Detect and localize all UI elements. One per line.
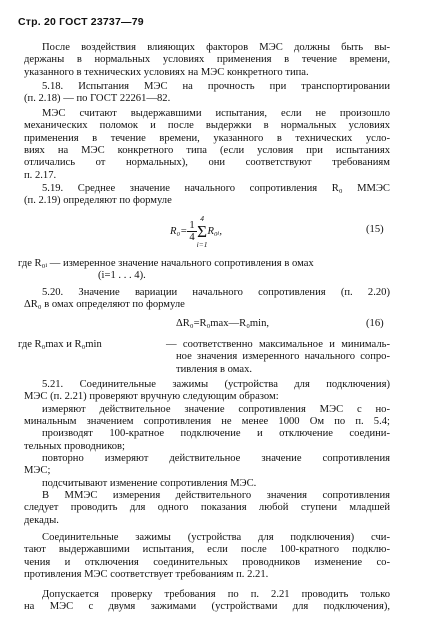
text-line: тивления в омах. xyxy=(176,363,253,375)
text-line: противления МЭС соответствует требованиям п. 2.21. xyxy=(24,569,269,581)
sum-sign: Σ xyxy=(197,222,208,241)
summation xyxy=(197,214,208,249)
formula-term: R₀ᵢ, xyxy=(207,225,222,237)
text-line: минальным значением сопротивления не менее 1000 Ом по п. 5.4; xyxy=(24,416,390,428)
text-line: В ММЭС измерения действительного значения сопротивления xyxy=(42,490,390,502)
text-line: где R₀ᵢ — измеренное значение начального сопротивления в омах xyxy=(18,258,314,269)
text-line: ное значения измеренного начального сопро- xyxy=(176,351,390,363)
sum-lower-limit: i=1 xyxy=(196,240,208,249)
text-line: Соединительные зажимы (устройства для подключения) счи- xyxy=(42,532,390,543)
section-5-21 xyxy=(24,379,390,527)
formula-15 xyxy=(170,214,222,249)
page-header: Стр. 20 ГОСТ 23737—79 xyxy=(18,16,144,28)
text-line: ΔR₀ в омах определяют по формуле xyxy=(24,299,185,311)
text-line: производят 100-кратное подключение и отключение соедини- xyxy=(42,428,390,440)
section-5-18 xyxy=(24,81,390,106)
text-line: Допускается проверку требования по п. 2.21 проводить только xyxy=(42,589,390,600)
text-line: (п. 2.19) определяют по формуле xyxy=(24,195,172,207)
text-line: подсчитывают изменение сопротивления МЭС. xyxy=(42,477,257,489)
fraction-numerator: 1 xyxy=(189,220,195,231)
text-line: указанного в технических условиях на МЭС конкретного типа. xyxy=(24,66,309,78)
formula-16: ΔR₀=R₀max—R₀min, xyxy=(176,318,270,329)
text-line: МЭС (п. 2.21) проверяют вручную следующим образом: xyxy=(24,391,279,403)
text-line: отличались от нормальных), они соответствуют требованиям xyxy=(24,157,390,169)
definition-16-text xyxy=(166,339,390,376)
text-line: на МЭС с двумя зажимами (устройствами для подключения), xyxy=(24,601,390,613)
text-line: измеряют действительное значение сопротивления МЭС с но- xyxy=(42,403,390,415)
text-line: 5.19. Среднее значение начального сопротивления R₀ ММЭС xyxy=(42,183,390,194)
text-line: тельных проводников; xyxy=(24,440,125,452)
text-line: тают выдержавшими испытания, если после 100-кратного подклю- xyxy=(24,544,390,556)
text-line: чения и отключения соединительных проводников изменение со- xyxy=(24,556,390,568)
text-line: 5.20. Значение вариации начального сопротивления (п. 2.20) xyxy=(42,287,390,298)
equation-number-16: (16) xyxy=(366,318,384,329)
paragraph-after-exposure xyxy=(24,42,390,79)
text-line: механических поломок и после выдержки в нормальных условиях xyxy=(24,120,390,132)
text-line: следует проводить для одного показания любой ступени младшей xyxy=(24,502,390,514)
text-line: После воздействия влияющих факторов МЭС должны быть вы- xyxy=(42,42,390,53)
definition-16-lead: где R₀max и R₀min xyxy=(18,339,102,350)
text-line: МЭС; xyxy=(24,465,51,477)
sum-upper-limit: 4 xyxy=(200,214,204,223)
fraction xyxy=(187,220,196,243)
text-line: применения в течение времени, указанного в технических усло- xyxy=(24,132,390,144)
paragraph-allowed-check xyxy=(24,589,390,614)
definition-15 xyxy=(18,258,314,283)
text-line: (п. 2.18) — по ГОСТ 22261—82. xyxy=(24,93,171,105)
paragraph-terminals-result xyxy=(24,532,390,581)
text-line: 5.21. Соединительные зажимы (устройства для подключения) xyxy=(42,379,390,390)
text-line: 5.18. Испытания МЭС на прочность при транспортировании xyxy=(42,81,390,92)
equation-number-15: (15) xyxy=(366,224,384,235)
text-line: МЭС считают выдержавшими испытания, если не произошло xyxy=(42,108,390,119)
text-line: п. 2.17. xyxy=(24,169,57,181)
text-line: держаны в нормальных условиях применения в течение времени, xyxy=(24,54,390,66)
paragraph-transport-results xyxy=(24,108,390,182)
text-line: (i=1 . . . 4). xyxy=(98,270,146,282)
text-line: декады. xyxy=(24,514,59,526)
section-5-19 xyxy=(24,183,390,208)
fraction-denominator: 4 xyxy=(189,232,195,243)
text-line: виях на МЭС конкретного типа (если условия при испытаниях xyxy=(24,145,390,157)
formula-lhs: R₀= xyxy=(170,225,188,237)
text-line: — соответственно максимальное и минималь- xyxy=(166,339,390,350)
text-line: повторно измеряют действительное значение сопротивления xyxy=(42,453,390,465)
section-5-20 xyxy=(24,287,390,312)
